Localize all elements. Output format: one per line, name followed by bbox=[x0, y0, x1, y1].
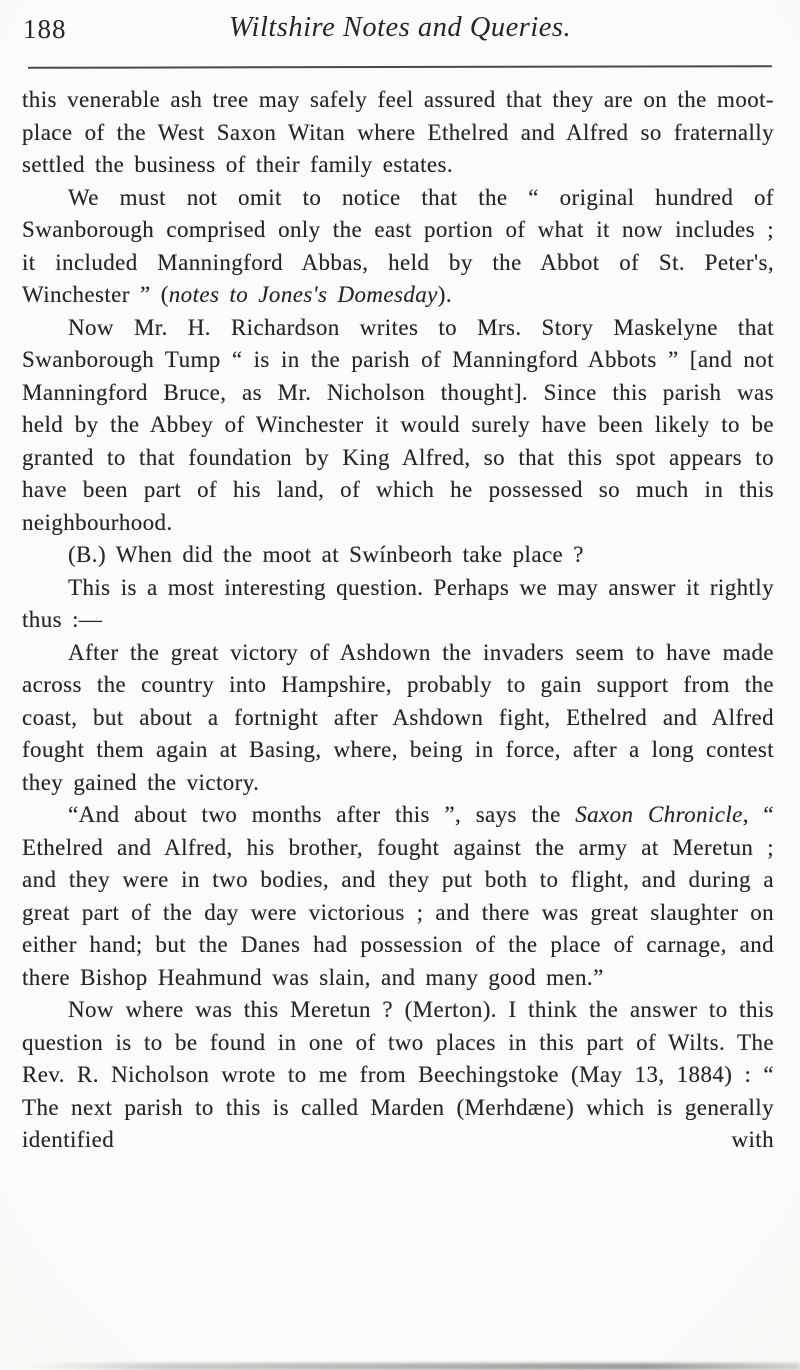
text-run: We must not omit to notice that the “ original hundred of Swanborough comprised only the east portion of what it now includes ; it included Manningford Abbas, held by the Abbot of St. Peter's, Winchester ” ( bbox=[22, 184, 774, 307]
paragraph bbox=[22, 637, 774, 800]
text-run: Now where was this Meretun ? (Merton). I think the answer to this question is to be found in one of two places in this part of Wilts. The Rev. R. Nicholson wrote to me from Beechingstoke (May 13, 1884) : “ The next parish to this is called Marden (Merhdæne) which is generally identified with bbox=[22, 997, 774, 1152]
paragraph bbox=[22, 799, 774, 994]
page-header bbox=[0, 0, 800, 60]
text-run: this venerable ash tree may safely feel assured that they are on the moot-place of the West Saxon Witan where Ethelred and Alfred so fraternally settled the business of their family estates. bbox=[22, 87, 774, 177]
text-run: ). bbox=[437, 282, 453, 307]
paragraph bbox=[22, 312, 774, 540]
paragraph bbox=[22, 994, 774, 1157]
text-run: After the great victory of Ashdown the invaders seem to have made across the country into Hampshire, probably to gain support from the coast, but about a fortnight after Ashdown fight, Ethelred and Alfred fought them again at Basing, where, being in force, after a long contest they gained the victory. bbox=[22, 639, 774, 795]
text-run: Now Mr. H. Richardson writes to Mrs. Story Maskelyne that Swanborough Tump “ is in the parish of Manningford Abbots ” [and not Manningford Bruce, as Mr. Nicholson thought]. Since this parish was held by the Abbey of Winchester it would surely have been likely to be granted to that foundation by King Alfred, so that this spot appears to have been part of his land, of which he possessed so much in this neighbourhood. bbox=[22, 314, 774, 535]
italic-text-run: notes to Jones's Domesday bbox=[168, 282, 438, 307]
page-body bbox=[0, 68, 800, 1157]
page-number: 188 bbox=[23, 14, 67, 44]
paragraph bbox=[22, 84, 774, 182]
scan-edge-artifact bbox=[28, 1363, 800, 1370]
text-run: (B.) When did the moot at Swínbeorh take place ? bbox=[68, 542, 584, 567]
text-run: , “ Ethelred and Alfred, his brother, fought against the army at Meretun ; and they were in two bodies, and they put both to flight, and during a great part of the day were victorious ; and there was great slaughter on either hand; but the Danes had possession of the place of carnage, and there Bishop Heahmund was slain, and many good men.” bbox=[22, 802, 774, 990]
text-run: This is a most interesting question. Perhaps we may answer it rightly thus :— bbox=[22, 574, 774, 632]
italic-text-run: Saxon Chronicle bbox=[575, 802, 743, 827]
paragraph bbox=[22, 182, 774, 312]
text-run: “And about two months after this ”, says the bbox=[68, 802, 576, 827]
journal-title: Wiltshire Notes and Queries. bbox=[228, 12, 572, 43]
paragraph bbox=[22, 572, 774, 637]
paragraph bbox=[22, 539, 774, 572]
